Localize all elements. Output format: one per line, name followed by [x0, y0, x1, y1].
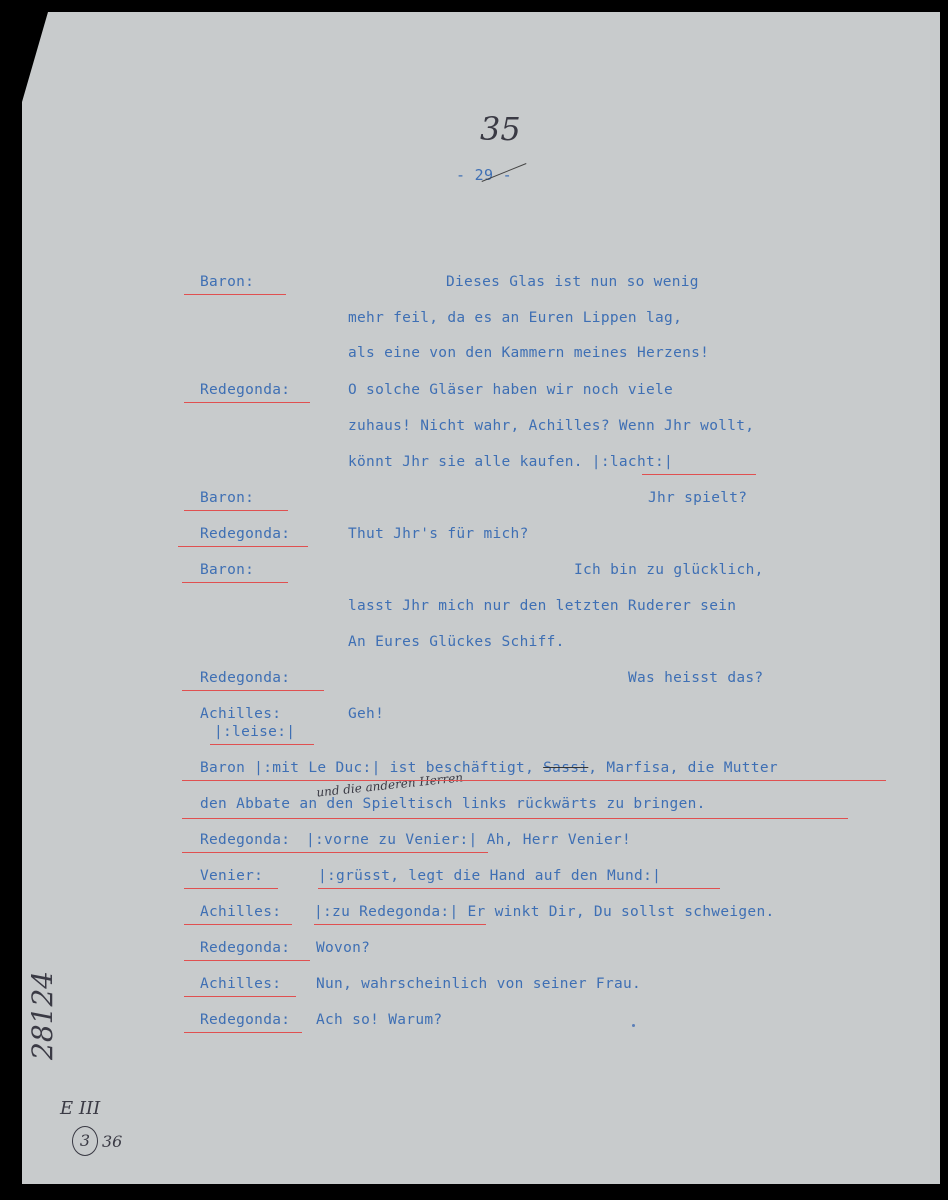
dialogue-line: als eine von den Kammern meines Herzens! — [348, 345, 710, 361]
stage-direction-underline — [182, 818, 848, 819]
handwritten-insertion: und die anderen Herren — [315, 770, 464, 800]
dialogue-line: |:vorne zu Venier:| Ah, Herr Venier! — [306, 832, 632, 848]
speaker-underline — [184, 294, 286, 295]
dialogue-line: Ach so! Warum? — [316, 1012, 443, 1028]
stage-direction: |:leise:| — [214, 724, 296, 740]
archive-number: 28124 — [26, 970, 59, 1060]
stage-direction-line: den Abbate an den Spieltisch links rückwärts zu bringen. — [200, 796, 706, 812]
speaker-underline — [178, 546, 308, 547]
speaker-underline — [182, 690, 324, 691]
struck-word: Sassi — [543, 760, 589, 776]
folded-corner — [22, 12, 48, 102]
dialogue-line: Wovon? — [316, 940, 371, 956]
speaker-label: Redegonda: — [200, 832, 291, 848]
dialogue-line: Geh! — [348, 706, 385, 722]
speaker-label: Redegonda: — [200, 382, 291, 398]
speaker-label: Achilles: — [200, 976, 282, 992]
dialogue-line: |:zu Redegonda:| Er winkt Dir, Du sollst schweigen. — [314, 904, 775, 920]
dialogue-line: Ich bin zu glücklich, — [574, 562, 764, 578]
speaker-underline — [184, 510, 288, 511]
stage-direction-text: Baron |:mit Le Duc:| ist beschäftigt, — [200, 760, 544, 776]
dialogue-line: mehr feil, da es an Euren Lippen lag, — [348, 310, 683, 326]
speaker-label: Redegonda: — [200, 1012, 291, 1028]
circled-number-text: 3 — [79, 1131, 91, 1150]
archive-code: E III — [60, 1098, 101, 1119]
document-page — [22, 12, 940, 1184]
stage-direction-underline — [210, 744, 314, 745]
speaker-label: Redegonda: — [200, 526, 291, 542]
speaker-label: Redegonda: — [200, 670, 291, 686]
dialogue-line: Jhr spielt? — [648, 490, 748, 506]
folio-number: 36 — [102, 1132, 123, 1151]
dialogue-line: Nun, wahrscheinlich von seiner Frau. — [316, 976, 642, 992]
speaker-label: Achilles: — [200, 904, 282, 920]
pencil-page-number: 35 — [480, 110, 521, 148]
speaker-label: Baron: — [200, 490, 255, 506]
circled-number — [72, 1126, 98, 1156]
speaker-label: Achilles: — [200, 706, 282, 722]
stage-direction-underline — [318, 888, 720, 889]
dialogue-line: Dieses Glas ist nun so wenig — [446, 274, 699, 290]
dialogue-line: zuhaus! Nicht wahr, Achilles? Wenn Jhr wollt, — [348, 418, 755, 434]
speaker-label: Baron: — [200, 562, 255, 578]
speaker-label: Baron: — [200, 274, 255, 290]
dialogue-line: Was heisst das? — [628, 670, 764, 686]
speaker-underline — [184, 996, 296, 997]
speaker-underline — [184, 924, 292, 925]
speaker-underline — [184, 888, 278, 889]
stage-direction-line — [200, 760, 778, 776]
dialogue-line: An Eures Glückes Schiff. — [348, 634, 565, 650]
stage-direction-text: , Marfisa, die Mutter — [588, 760, 778, 776]
speaker-underline — [182, 582, 288, 583]
speaker-label: Redegonda: — [200, 940, 291, 956]
typed-page-number: - 29 - — [456, 166, 512, 184]
ink-speck — [632, 1024, 635, 1027]
speaker-label: Venier: — [200, 868, 264, 884]
speaker-underline — [184, 960, 310, 961]
stage-direction-underline — [314, 924, 486, 925]
dialogue-line: könnt Jhr sie alle kaufen. |:lacht:| — [348, 454, 674, 470]
stage-direction: |:grüsst, legt die Hand auf den Mund:| — [318, 868, 662, 884]
dialogue-line: Thut Jhr's für mich? — [348, 526, 529, 542]
dialogue-line: lasst Jhr mich nur den letzten Ruderer sein — [348, 598, 737, 614]
dialogue-line: O solche Gläser haben wir noch viele — [348, 382, 674, 398]
stage-direction-underline — [182, 780, 886, 781]
speaker-underline — [184, 402, 310, 403]
speaker-underline — [182, 852, 488, 853]
speaker-underline — [184, 1032, 302, 1033]
stage-direction-underline — [642, 474, 756, 475]
